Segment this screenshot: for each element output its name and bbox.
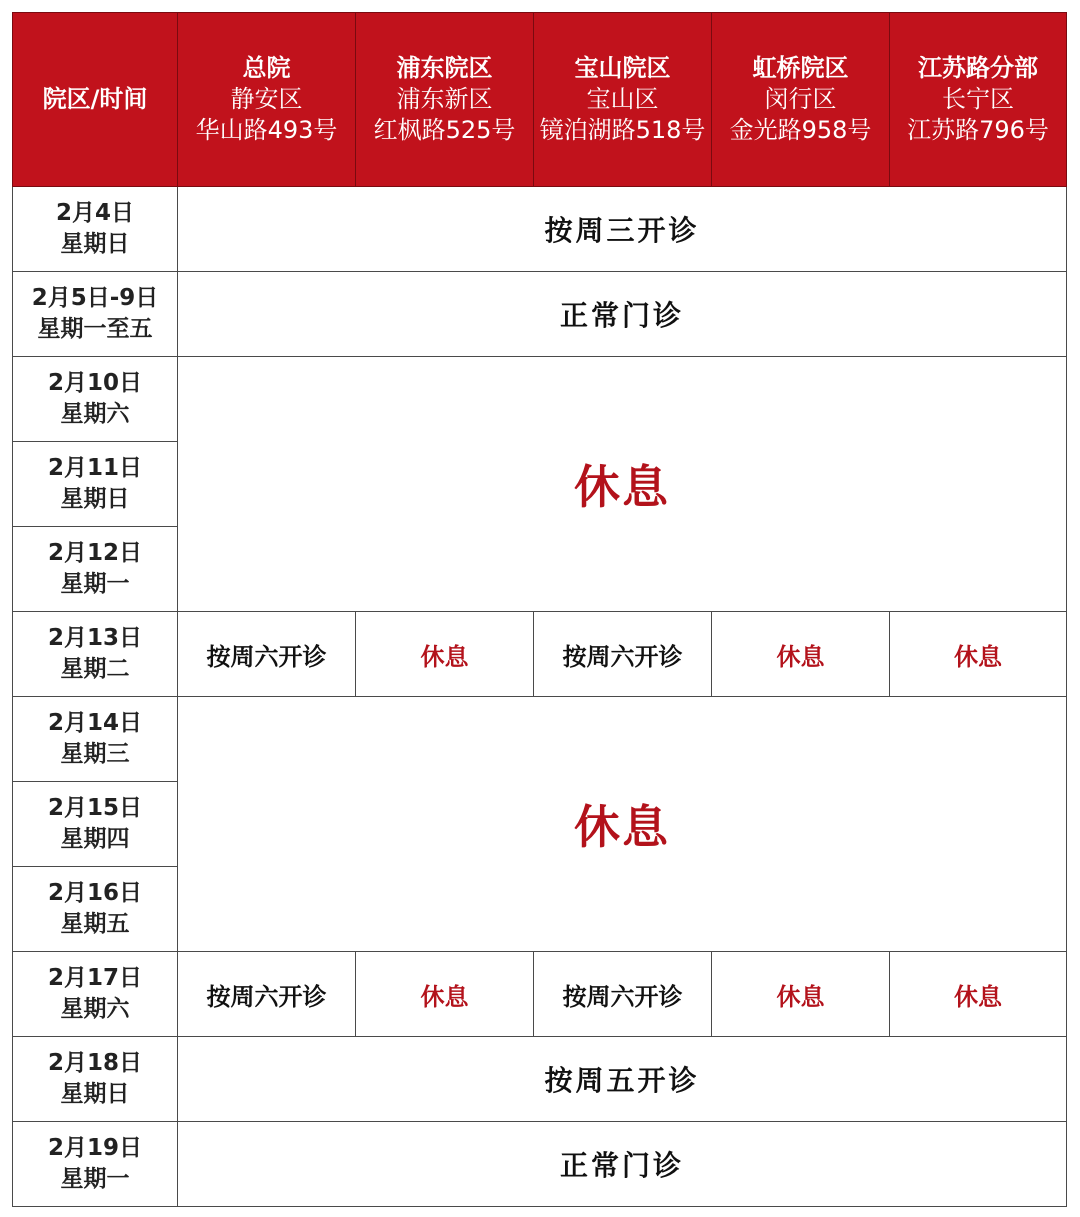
schedule-cell: 正常门诊 — [178, 1122, 1067, 1207]
rest-cell: 休息 — [890, 952, 1067, 1037]
table-row — [13, 1122, 1067, 1207]
campus-address: 华山路493号 — [195, 116, 338, 144]
date-cell: 2月15日 星期四 — [13, 782, 178, 867]
date-cell: 2月19日 星期一 — [13, 1122, 178, 1207]
campus-name: 虹桥院区 — [752, 54, 849, 82]
date-cell: 2月14日 星期三 — [13, 697, 178, 782]
campus-district: 浦东新区 — [396, 85, 493, 113]
campus-district: 闵行区 — [764, 85, 837, 113]
schedule-cell: 按周六开诊 — [178, 612, 356, 697]
rest-cell: 休息 — [712, 612, 890, 697]
date-cell: 2月17日 星期六 — [13, 952, 178, 1037]
date-cell: 2月13日 星期二 — [13, 612, 178, 697]
campus-name: 江苏路分部 — [918, 54, 1038, 82]
schedule-cell: 正常门诊 — [178, 272, 1067, 357]
date-cell: 2月11日 星期日 — [13, 442, 178, 527]
campus-name: 总院 — [242, 54, 291, 82]
rest-cell: 休息 — [178, 697, 1067, 952]
campus-header-hongqiao — [712, 13, 890, 187]
rest-cell: 休息 — [890, 612, 1067, 697]
date-cell: 2月10日 星期六 — [13, 357, 178, 442]
table-row — [13, 272, 1067, 357]
campus-name: 浦东院区 — [396, 54, 493, 82]
date-cell: 2月16日 星期五 — [13, 867, 178, 952]
rest-cell: 休息 — [356, 612, 534, 697]
campus-address: 镜泊湖路518号 — [539, 116, 706, 144]
schedule-cell: 按周六开诊 — [534, 952, 712, 1037]
table-row — [13, 1037, 1067, 1122]
schedule-cell: 按周六开诊 — [534, 612, 712, 697]
campus-name: 宝山院区 — [574, 54, 671, 82]
table-row — [13, 187, 1067, 272]
date-cell: 2月5日-9日 星期一至五 — [13, 272, 178, 357]
rest-cell: 休息 — [178, 357, 1067, 612]
table-row — [13, 612, 1067, 697]
corner-header: 院区/时间 — [13, 13, 178, 187]
schedule-cell: 按周三开诊 — [178, 187, 1067, 272]
campus-district: 宝山区 — [586, 85, 659, 113]
campus-district: 长宁区 — [942, 85, 1014, 113]
campus-address: 红枫路525号 — [373, 116, 516, 144]
date-cell: 2月18日 星期日 — [13, 1037, 178, 1122]
campus-header-baoshan — [534, 13, 712, 187]
table-row — [13, 952, 1067, 1037]
holiday-schedule-table — [12, 12, 1067, 1207]
schedule-cell: 按周五开诊 — [178, 1037, 1067, 1122]
campus-header-main — [178, 13, 356, 187]
rest-cell: 休息 — [712, 952, 890, 1037]
schedule-cell: 按周六开诊 — [178, 952, 356, 1037]
table-row — [13, 357, 1067, 442]
campus-header-jiangsulu — [890, 13, 1067, 187]
campus-header-pudong — [356, 13, 534, 187]
header-row — [13, 13, 1067, 187]
date-cell: 2月4日 星期日 — [13, 187, 178, 272]
campus-address: 江苏路796号 — [907, 116, 1049, 144]
rest-cell: 休息 — [356, 952, 534, 1037]
campus-district: 静安区 — [230, 85, 303, 113]
campus-address: 金光路958号 — [729, 116, 872, 144]
date-cell: 2月12日 星期一 — [13, 527, 178, 612]
table-row — [13, 697, 1067, 782]
